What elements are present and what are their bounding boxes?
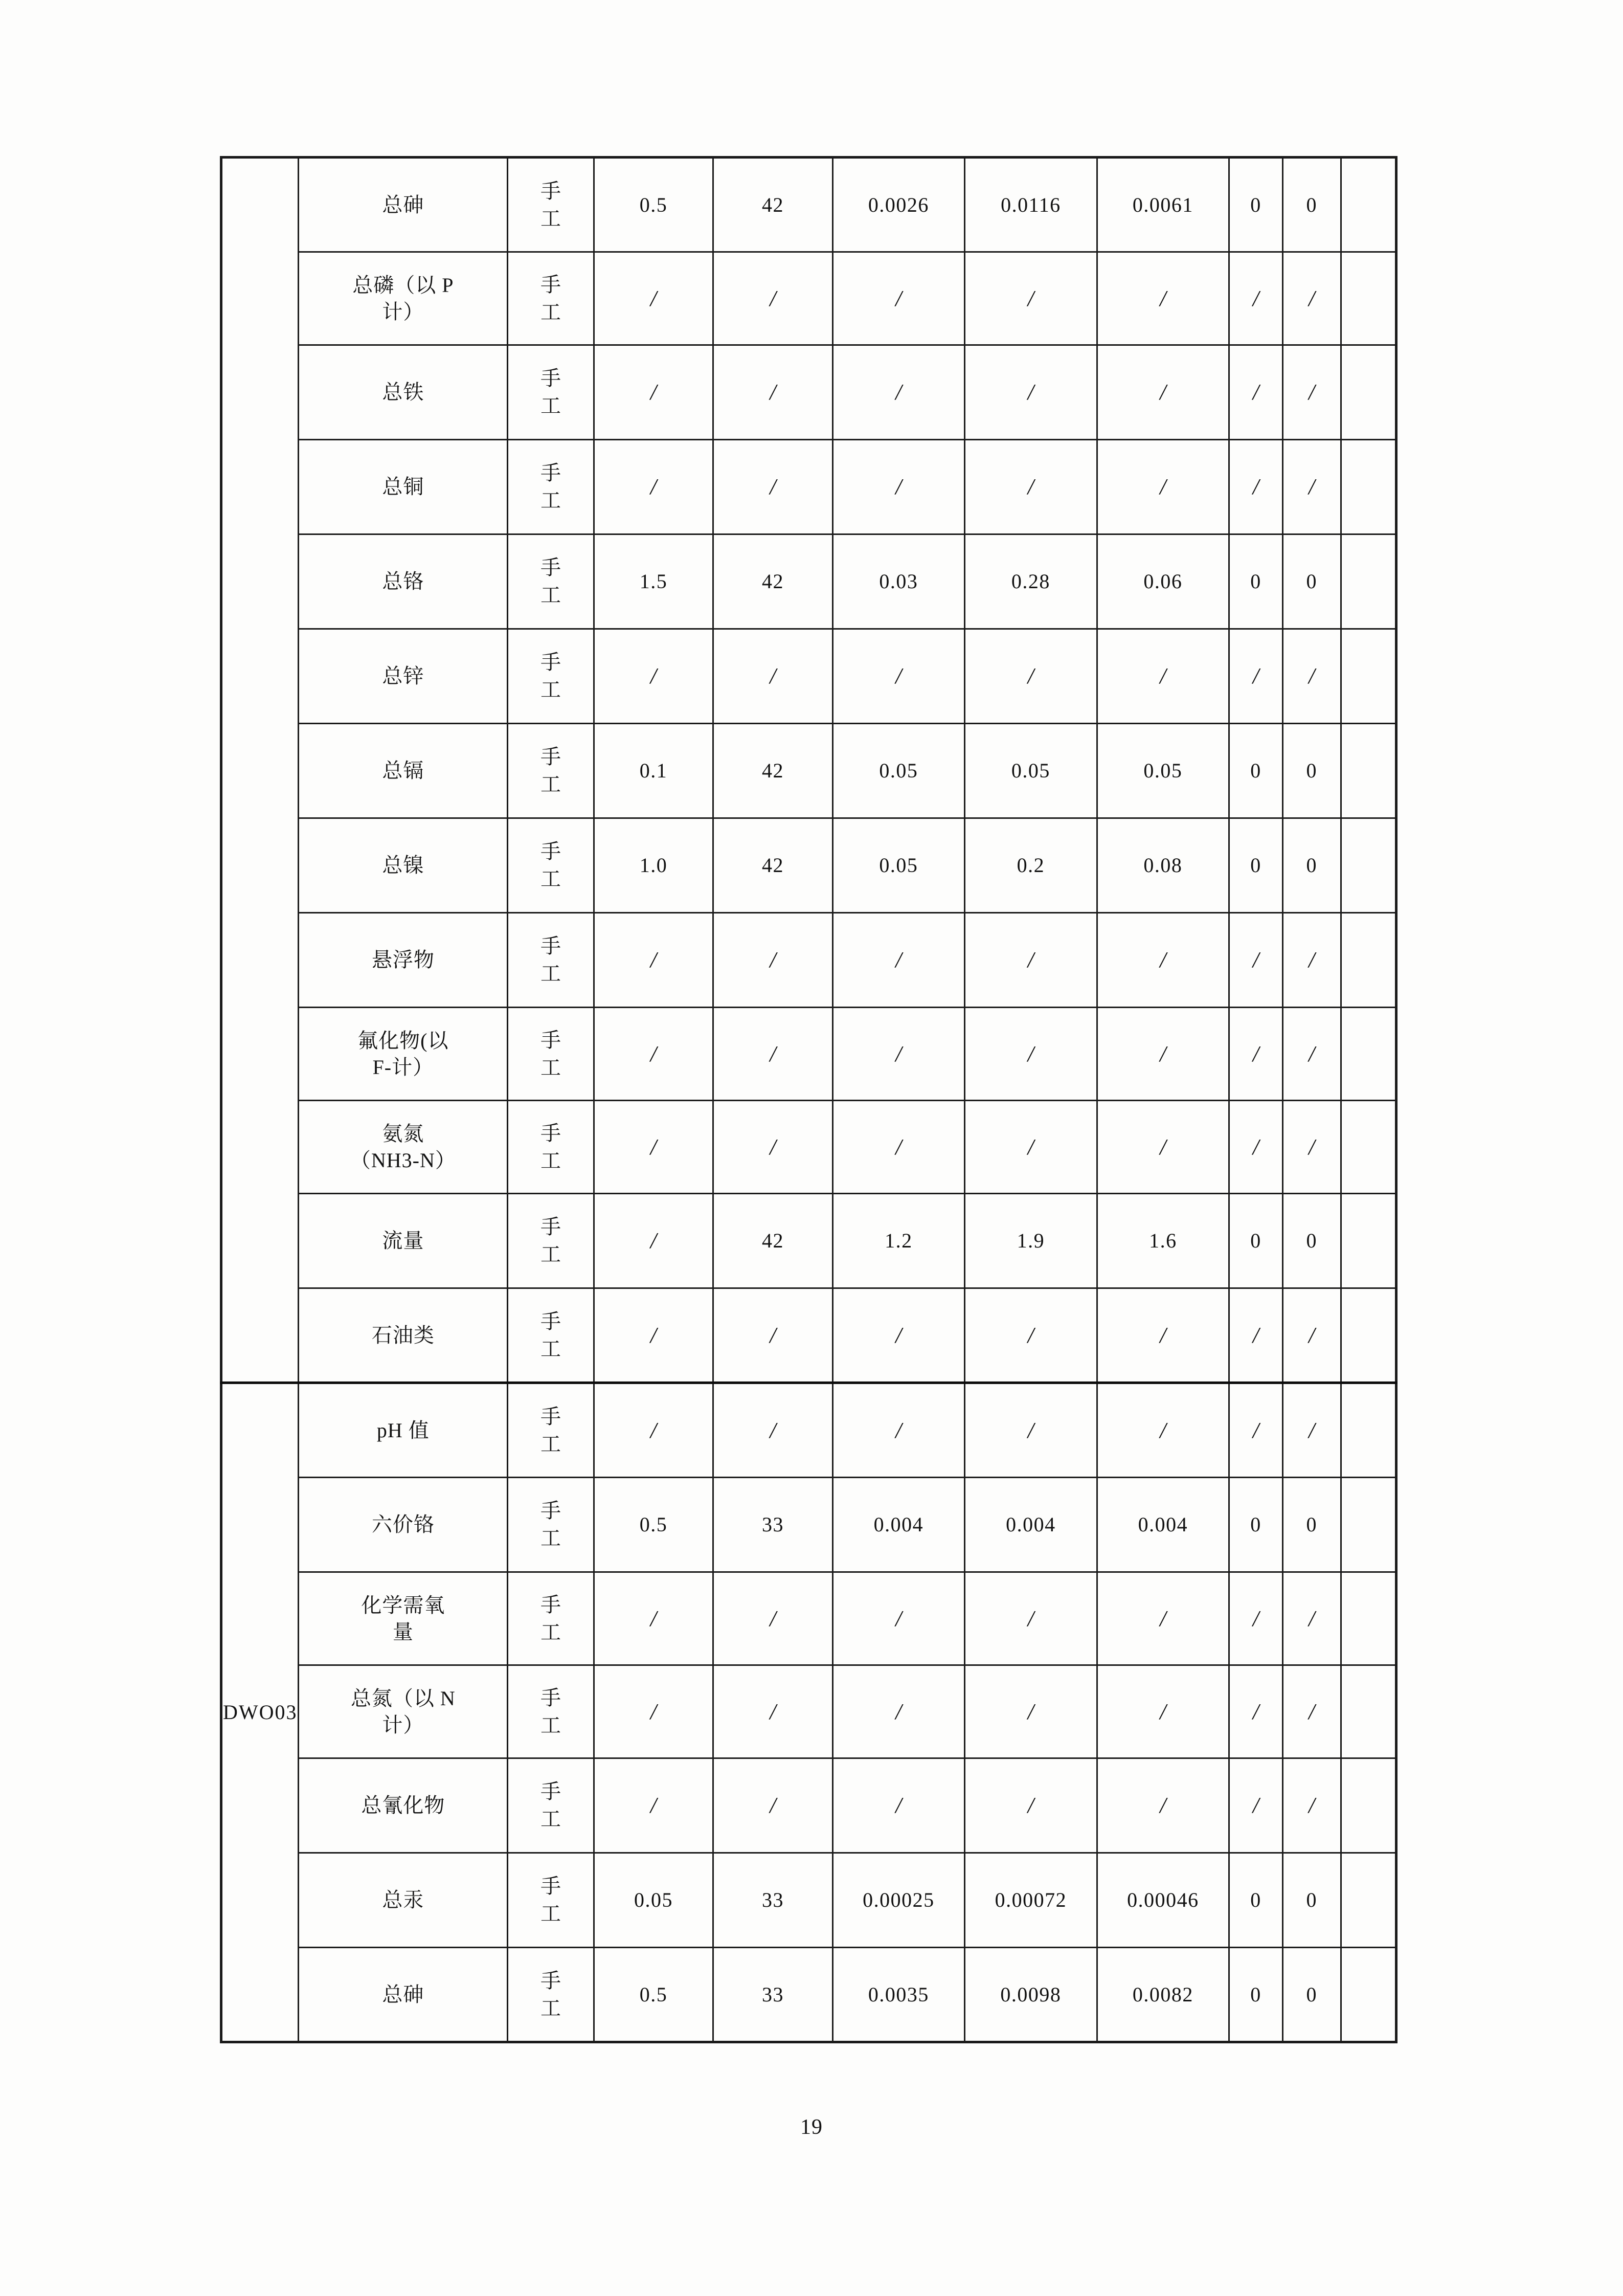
monitoring-mode-char: 工: [540, 773, 561, 796]
monitoring-mode-cell: [508, 1478, 594, 1572]
pollutant-item-label: [299, 1101, 508, 1194]
measurement-value-cell: /: [594, 1288, 713, 1383]
table-row: [221, 818, 1396, 913]
table-row: [221, 913, 1396, 1008]
note-cell: [1341, 440, 1396, 534]
measurement-value-cell: /: [594, 629, 713, 724]
measurement-value-cell: /: [1229, 629, 1283, 724]
measurement-value-cell: 0: [1282, 158, 1341, 252]
note-cell: [1341, 1383, 1396, 1478]
table-row: [221, 1853, 1396, 1948]
measurement-value-cell: /: [832, 252, 964, 345]
measurement-value-cell: /: [1282, 1288, 1341, 1383]
measurement-value-cell: 33: [713, 1853, 832, 1948]
measurement-value-cell: /: [594, 440, 713, 534]
monitoring-mode-char: 手: [540, 934, 561, 957]
table-row: [221, 1665, 1396, 1758]
measurement-value-cell: /: [1097, 1008, 1229, 1101]
monitoring-mode-cell: [508, 1853, 594, 1948]
monitoring-mode-char: 手: [540, 1215, 561, 1238]
measurement-value-cell: 0.00025: [832, 1853, 964, 1948]
monitoring-mode-char: 工: [540, 1902, 561, 1925]
measurement-value-cell: /: [1282, 629, 1341, 724]
note-cell: [1341, 534, 1396, 629]
measurement-value-cell: /: [965, 1665, 1097, 1758]
measurement-value-cell: 0: [1229, 724, 1283, 818]
measurement-value-cell: 0.5: [594, 1478, 713, 1572]
measurement-value-cell: 0: [1282, 724, 1341, 818]
note-cell: [1341, 1758, 1396, 1853]
monitoring-data-table: [220, 156, 1397, 2043]
measurement-value-cell: /: [1229, 913, 1283, 1008]
table-row: [221, 345, 1396, 440]
pollutant-item-label: 总铜: [299, 440, 508, 534]
measurement-value-cell: /: [832, 1288, 964, 1383]
note-cell: [1341, 1853, 1396, 1948]
measurement-value-cell: /: [1097, 252, 1229, 345]
measurement-value-cell: 0.0082: [1097, 1948, 1229, 2042]
measurement-value-cell: 0: [1229, 534, 1283, 629]
pollutant-item-label: 总铬: [299, 534, 508, 629]
table-row: [221, 629, 1396, 724]
measurement-value-cell: 0: [1282, 1194, 1341, 1288]
table-row: [221, 1383, 1396, 1478]
monitoring-mode-char: 手: [540, 273, 561, 296]
measurement-value-cell: /: [1229, 345, 1283, 440]
table-row: [221, 1572, 1396, 1665]
measurement-value-cell: 1.9: [965, 1194, 1097, 1288]
measurement-value-cell: /: [713, 1572, 832, 1665]
measurement-value-cell: 1.5: [594, 534, 713, 629]
measurement-value-cell: /: [1282, 1008, 1341, 1101]
measurement-value-cell: /: [965, 1101, 1097, 1194]
monitoring-mode-cell: [508, 1383, 594, 1478]
measurement-value-cell: /: [713, 1665, 832, 1758]
pollutant-item-label: 悬浮物: [299, 913, 508, 1008]
monitoring-mode-char: 手: [540, 1028, 561, 1052]
monitoring-mode-cell: [508, 1288, 594, 1383]
measurement-value-cell: 1.2: [832, 1194, 964, 1288]
measurement-value-cell: /: [1229, 1758, 1283, 1853]
measurement-value-cell: 0.28: [965, 534, 1097, 629]
measurement-value-cell: /: [713, 1383, 832, 1478]
measurement-value-cell: 0.06: [1097, 534, 1229, 629]
measurement-value-cell: 0.00072: [965, 1853, 1097, 1948]
measurement-value-cell: 42: [713, 818, 832, 913]
pollutant-item-label: [299, 1008, 508, 1101]
pollutant-item-label-line: 计）: [382, 300, 424, 323]
note-cell: [1341, 158, 1396, 252]
measurement-value-cell: 0.5: [594, 1948, 713, 2042]
measurement-value-cell: /: [713, 1008, 832, 1101]
pollutant-item-label: [299, 1572, 508, 1665]
measurement-value-cell: /: [965, 1572, 1097, 1665]
measurement-value-cell: 33: [713, 1948, 832, 2042]
pollutant-item-label: 六价铬: [299, 1478, 508, 1572]
pollutant-item-label: 总铁: [299, 345, 508, 440]
measurement-value-cell: 0.05: [965, 724, 1097, 818]
monitoring-mode-cell: [508, 440, 594, 534]
pollutant-item-label-line: F-计）: [372, 1055, 434, 1079]
monitoring-mode-cell: [508, 1948, 594, 2042]
measurement-value-cell: 42: [713, 158, 832, 252]
measurement-value-cell: /: [965, 913, 1097, 1008]
measurement-value-cell: 0.0035: [832, 1948, 964, 2042]
measurement-value-cell: /: [1229, 1008, 1283, 1101]
measurement-value-cell: 1.6: [1097, 1194, 1229, 1288]
measurement-value-cell: /: [1229, 1665, 1283, 1758]
measurement-value-cell: /: [1229, 252, 1283, 345]
measurement-value-cell: /: [832, 1383, 964, 1478]
measurement-value-cell: /: [1229, 1101, 1283, 1194]
measurement-value-cell: 0.0116: [965, 158, 1097, 252]
measurement-value-cell: /: [832, 1101, 964, 1194]
note-cell: [1341, 1478, 1396, 1572]
measurement-value-cell: /: [1229, 440, 1283, 534]
measurement-value-cell: /: [713, 345, 832, 440]
site-code-cell: [221, 158, 299, 1383]
monitoring-mode-char: 手: [540, 556, 561, 579]
measurement-value-cell: /: [832, 913, 964, 1008]
measurement-value-cell: /: [1282, 252, 1341, 345]
monitoring-mode-char: 手: [540, 179, 561, 203]
measurement-value-cell: /: [1097, 1288, 1229, 1383]
measurement-value-cell: /: [1097, 440, 1229, 534]
note-cell: [1341, 1288, 1396, 1383]
measurement-value-cell: /: [832, 1758, 964, 1853]
measurement-value-cell: /: [594, 1008, 713, 1101]
pollutant-item-label-line: （NH3-N）: [350, 1148, 456, 1172]
measurement-value-cell: /: [713, 629, 832, 724]
pollutant-item-label-line: 化学需氧: [361, 1593, 445, 1617]
measurement-value-cell: 42: [713, 1194, 832, 1288]
table-row: [221, 1478, 1396, 1572]
measurement-value-cell: 0: [1229, 818, 1283, 913]
monitoring-mode-char: 工: [540, 1432, 561, 1456]
table-row: [221, 1948, 1396, 2042]
measurement-value-cell: /: [594, 1665, 713, 1758]
table-row: [221, 1101, 1396, 1194]
measurement-value-cell: 0.004: [965, 1478, 1097, 1572]
note-cell: [1341, 629, 1396, 724]
monitoring-mode-char: 工: [540, 207, 561, 230]
measurement-value-cell: 0: [1229, 1478, 1283, 1572]
monitoring-mode-char: 工: [540, 1620, 561, 1644]
monitoring-mode-char: 手: [540, 461, 561, 484]
measurement-value-cell: /: [1282, 913, 1341, 1008]
measurement-value-cell: /: [1097, 629, 1229, 724]
measurement-value-cell: /: [1229, 1288, 1283, 1383]
monitoring-mode-char: 手: [540, 1121, 561, 1145]
pollutant-item-label: 总镉: [299, 724, 508, 818]
monitoring-mode-cell: [508, 629, 594, 724]
pollutant-item-label: 总镍: [299, 818, 508, 913]
monitoring-mode-char: 工: [540, 1243, 561, 1266]
pollutant-item-label: 流量: [299, 1194, 508, 1288]
measurement-value-cell: 0: [1282, 1853, 1341, 1948]
monitoring-mode-char: 手: [540, 1405, 561, 1428]
measurement-value-cell: /: [965, 440, 1097, 534]
measurement-value-cell: /: [713, 1758, 832, 1853]
note-cell: [1341, 345, 1396, 440]
pollutant-item-label: pH 值: [299, 1383, 508, 1478]
measurement-value-cell: 0.03: [832, 534, 964, 629]
note-cell: [1341, 1008, 1396, 1101]
measurement-value-cell: /: [832, 440, 964, 534]
measurement-value-cell: 0.05: [1097, 724, 1229, 818]
measurement-value-cell: /: [832, 345, 964, 440]
measurement-value-cell: /: [713, 913, 832, 1008]
monitoring-mode-cell: [508, 818, 594, 913]
monitoring-mode-char: 手: [540, 1875, 561, 1898]
measurement-value-cell: /: [832, 1008, 964, 1101]
measurement-value-cell: 0.08: [1097, 818, 1229, 913]
monitoring-mode-char: 手: [540, 745, 561, 768]
monitoring-mode-char: 工: [540, 1337, 561, 1361]
monitoring-mode-char: 工: [540, 1713, 561, 1737]
measurement-value-cell: /: [832, 629, 964, 724]
monitoring-mode-char: 手: [540, 1309, 561, 1333]
note-cell: [1341, 913, 1396, 1008]
measurement-value-cell: 0: [1282, 1948, 1341, 2042]
note-cell: [1341, 1665, 1396, 1758]
note-cell: [1341, 252, 1396, 345]
measurement-value-cell: 0.004: [832, 1478, 964, 1572]
monitoring-mode-cell: [508, 1665, 594, 1758]
measurement-value-cell: /: [713, 252, 832, 345]
monitoring-mode-cell: [508, 534, 594, 629]
pollutant-item-label: 石油类: [299, 1288, 508, 1383]
table-row: [221, 1288, 1396, 1383]
measurement-value-cell: /: [1097, 345, 1229, 440]
measurement-value-cell: /: [965, 345, 1097, 440]
monitoring-mode-char: 工: [540, 489, 561, 512]
monitoring-mode-cell: [508, 913, 594, 1008]
measurement-value-cell: /: [965, 1383, 1097, 1478]
measurement-value-cell: /: [594, 1194, 713, 1288]
measurement-value-cell: /: [1097, 1383, 1229, 1478]
pollutant-item-label-line: 氟化物(以: [357, 1029, 449, 1052]
monitoring-mode-char: 手: [540, 1969, 561, 1992]
measurement-value-cell: 0.0026: [832, 158, 964, 252]
monitoring-mode-char: 手: [540, 367, 561, 390]
monitoring-mode-cell: [508, 1758, 594, 1853]
table-row: [221, 252, 1396, 345]
measurement-value-cell: 0.0098: [965, 1948, 1097, 2042]
measurement-value-cell: /: [594, 1383, 713, 1478]
measurement-value-cell: /: [1282, 345, 1341, 440]
measurement-value-cell: 0: [1282, 1478, 1341, 1572]
measurement-value-cell: /: [594, 1101, 713, 1194]
measurement-value-cell: /: [594, 1572, 713, 1665]
monitoring-data-table-container: [220, 156, 1397, 2043]
pollutant-item-label: 总砷: [299, 158, 508, 252]
measurement-value-cell: /: [594, 1758, 713, 1853]
measurement-value-cell: /: [1282, 1758, 1341, 1853]
monitoring-mode-char: 工: [540, 300, 561, 324]
measurement-value-cell: 0.2: [965, 818, 1097, 913]
measurement-value-cell: 1.0: [594, 818, 713, 913]
measurement-value-cell: 0.004: [1097, 1478, 1229, 1572]
measurement-value-cell: /: [1282, 1383, 1341, 1478]
measurement-value-cell: /: [713, 1101, 832, 1194]
monitoring-mode-char: 工: [540, 584, 561, 607]
measurement-value-cell: 0: [1229, 158, 1283, 252]
measurement-value-cell: 0: [1282, 534, 1341, 629]
measurement-value-cell: /: [713, 1288, 832, 1383]
monitoring-mode-char: 工: [540, 867, 561, 890]
pollutant-item-label-line: 总磷（以 P: [352, 273, 454, 297]
monitoring-mode-cell: [508, 158, 594, 252]
note-cell: [1341, 818, 1396, 913]
monitoring-mode-char: 手: [540, 1780, 561, 1803]
table-row: [221, 534, 1396, 629]
table-body: [221, 158, 1396, 2042]
table-row: [221, 1008, 1396, 1101]
measurement-value-cell: /: [965, 1008, 1097, 1101]
measurement-value-cell: /: [1282, 440, 1341, 534]
pollutant-item-label: 总砷: [299, 1948, 508, 2042]
measurement-value-cell: /: [965, 629, 1097, 724]
monitoring-mode-char: 手: [540, 1593, 561, 1616]
measurement-value-cell: /: [1097, 1572, 1229, 1665]
pollutant-item-label: [299, 1665, 508, 1758]
monitoring-mode-cell: [508, 1008, 594, 1101]
note-cell: [1341, 1572, 1396, 1665]
measurement-value-cell: /: [1097, 1665, 1229, 1758]
note-cell: [1341, 1948, 1396, 2042]
table-row: [221, 724, 1396, 818]
measurement-value-cell: /: [965, 252, 1097, 345]
measurement-value-cell: 0.1: [594, 724, 713, 818]
measurement-value-cell: /: [1097, 1758, 1229, 1853]
measurement-value-cell: 0.00046: [1097, 1853, 1229, 1948]
measurement-value-cell: 42: [713, 724, 832, 818]
measurement-value-cell: 0: [1282, 818, 1341, 913]
measurement-value-cell: 33: [713, 1478, 832, 1572]
monitoring-mode-char: 工: [540, 1527, 561, 1550]
table-row: [221, 1758, 1396, 1853]
measurement-value-cell: /: [713, 440, 832, 534]
pollutant-item-label-line: 计）: [382, 1713, 424, 1736]
monitoring-mode-char: 工: [540, 962, 561, 985]
pollutant-item-label: [299, 252, 508, 345]
measurement-value-cell: /: [594, 913, 713, 1008]
measurement-value-cell: 0.05: [832, 818, 964, 913]
measurement-value-cell: /: [1229, 1572, 1283, 1665]
pollutant-item-label: 总汞: [299, 1853, 508, 1948]
monitoring-mode-char: 手: [540, 651, 561, 674]
note-cell: [1341, 1101, 1396, 1194]
pollutant-item-label-line: 总氮（以 N: [350, 1686, 456, 1710]
monitoring-mode-cell: [508, 1572, 594, 1665]
measurement-value-cell: 0.05: [832, 724, 964, 818]
note-cell: [1341, 724, 1396, 818]
monitoring-mode-char: 工: [540, 1808, 561, 1831]
measurement-value-cell: 0.5: [594, 158, 713, 252]
measurement-value-cell: 0: [1229, 1853, 1283, 1948]
measurement-value-cell: 42: [713, 534, 832, 629]
monitoring-mode-char: 工: [540, 678, 561, 701]
table-row: [221, 1194, 1396, 1288]
measurement-value-cell: 0: [1229, 1194, 1283, 1288]
measurement-value-cell: /: [965, 1758, 1097, 1853]
measurement-value-cell: /: [1282, 1665, 1341, 1758]
pollutant-item-label: 总锌: [299, 629, 508, 724]
monitoring-mode-cell: [508, 252, 594, 345]
monitoring-mode-cell: [508, 1101, 594, 1194]
monitoring-mode-char: 手: [540, 1499, 561, 1522]
pollutant-item-label-line: 量: [392, 1620, 414, 1643]
page-number: 19: [800, 2115, 823, 2139]
measurement-value-cell: /: [1097, 1101, 1229, 1194]
monitoring-mode-char: 手: [540, 1686, 561, 1709]
table-row: [221, 158, 1396, 252]
measurement-value-cell: /: [594, 345, 713, 440]
note-cell: [1341, 1194, 1396, 1288]
monitoring-mode-cell: [508, 1194, 594, 1288]
monitoring-mode-char: 工: [540, 1996, 561, 2020]
monitoring-mode-char: 手: [540, 840, 561, 863]
measurement-value-cell: /: [832, 1665, 964, 1758]
measurement-value-cell: /: [832, 1572, 964, 1665]
monitoring-mode-char: 工: [540, 394, 561, 417]
measurement-value-cell: 0.0061: [1097, 158, 1229, 252]
monitoring-mode-char: 工: [540, 1149, 561, 1172]
measurement-value-cell: /: [965, 1288, 1097, 1383]
measurement-value-cell: /: [594, 252, 713, 345]
measurement-value-cell: /: [1282, 1572, 1341, 1665]
measurement-value-cell: /: [1097, 913, 1229, 1008]
measurement-value-cell: 0: [1229, 1948, 1283, 2042]
measurement-value-cell: 0.05: [594, 1853, 713, 1948]
pollutant-item-label-line: 氨氮: [382, 1122, 424, 1145]
pollutant-item-label: 总氰化物: [299, 1758, 508, 1853]
table-row: [221, 440, 1396, 534]
monitoring-mode-cell: [508, 724, 594, 818]
site-code-cell: DWO03: [221, 1383, 299, 2042]
monitoring-mode-char: 工: [540, 1056, 561, 1079]
measurement-value-cell: /: [1229, 1383, 1283, 1478]
measurement-value-cell: /: [1282, 1101, 1341, 1194]
monitoring-mode-cell: [508, 345, 594, 440]
